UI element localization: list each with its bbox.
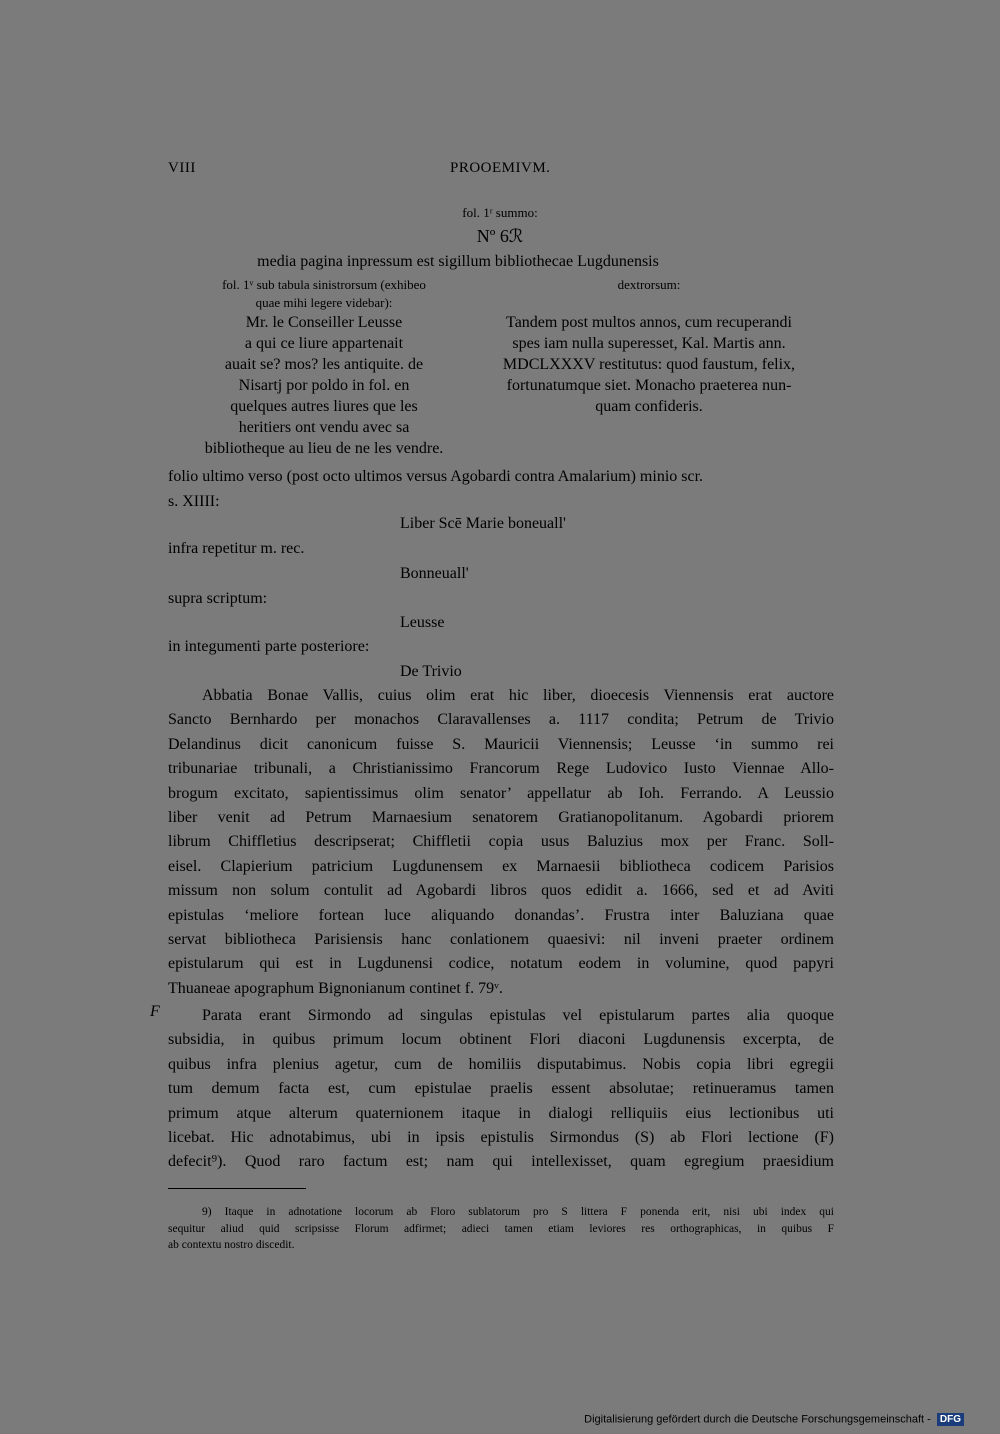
paragraph-line: missum non solum contulit ad Agobardi libros quos edidit a. 1666, sed et ad Aviti — [168, 882, 834, 900]
supra-note: supra scriptum: — [168, 590, 268, 607]
liber-note: Liber Scē Marie boneuall' — [400, 515, 566, 532]
paragraph-line: quibus infra plenius agetur, cum de homiliis disputabimus. Nobis copia libri egregii — [168, 1055, 834, 1073]
fol-number: Nº 6ℛ — [476, 226, 524, 246]
left-line: heritiers ont vendu avec sa — [238, 419, 410, 436]
right-heading: dextrorsum: — [617, 277, 681, 292]
paragraph-line: tum demum facta est, cum epistulae praelis essent absolutae; retinueramus tamen — [168, 1080, 834, 1098]
left-line: Mr. le Conseiller Leusse — [245, 314, 403, 331]
left-line: Nisartj por poldo in fol. en — [238, 377, 410, 394]
paragraph-line: servat bibliotheca Parisiensis hanc conlationem quaesivi: nil inveni praeter ordinem — [168, 931, 834, 949]
trivio-note: De Trivio — [400, 663, 462, 680]
seal-line: media pagina inpressum est sigillum bibliothecae Lugdunensis — [257, 253, 659, 270]
left-column — [168, 276, 480, 459]
leusse-note: Leusse — [400, 614, 445, 631]
paragraph-line: Abbatia Bonae Vallis, cuius olim erat hic liber, dioecesis Viennensis erat auctore — [202, 687, 834, 704]
paragraph-line: librum Chiffletius descripserat; Chiffletii copia usus Baluzius mox per Franc. Soll- — [168, 833, 834, 851]
paragraph-line: Sancto Bernhardo per monachos Claravallenses a. 1117 condita; Petrum de Trivio — [168, 711, 834, 729]
footer-text: Digitalisierung gefördert durch die Deutsche Forschungsgemeinschaft - — [584, 1413, 931, 1426]
paragraph-line: brogum excitato, sapientissimus olim senator’ appellatur ab Ioh. Ferrando. A Leussio — [168, 784, 834, 802]
right-line: spes iam nulla superesset, Kal. Martis ann. — [512, 335, 786, 352]
left-line: auait se? mos? les antiquite. de — [224, 356, 424, 373]
paragraph-line: eisel. Clapierium patricium Lugdunensem ex Marnaesii bibliotheca codicem Parisios — [168, 857, 834, 875]
paragraph-1 — [168, 684, 834, 1001]
paragraph-line: tribunariae tribunali, a Christianissimo Francorum Rege Ludovico Iusto Viennae Allo- — [168, 760, 834, 778]
page-number: VIII — [168, 160, 196, 176]
paragraph-line: Thuaneae apographum Bignonianum continet f. 79ᵛ. — [168, 979, 503, 997]
footnote — [168, 1204, 834, 1254]
right-line: fortunatumque siet. Monacho praeterea nun- — [506, 377, 792, 394]
paragraph-line: liber venit ad Petrum Marnaesium senatorem Gratianopolitanum. Agobardi priorem — [168, 809, 834, 827]
paragraph-line: licebat. Hic adnotabimus, ubi in ipsis epistulis Sirmondus (S) ab Flori lectione (F) — [168, 1129, 834, 1147]
paragraph-line: epistulas ‘meliore fortean luce aliquando donandas’. Frustra inter Baluziana quae — [168, 906, 834, 924]
digitization-footer — [584, 1413, 964, 1426]
infra-note: infra repetitur m. rec. — [168, 540, 305, 557]
fol-top-label: fol. 1ʳ summo: — [462, 205, 538, 220]
bonneuall-note: Bonneuall' — [400, 565, 469, 582]
dfg-logo-icon: DFG — [937, 1413, 964, 1426]
folio-ultimo-line-1: folio ultimo verso (post octo ultimos versus Agobardi contra Amalarium) minio scr. — [168, 468, 704, 485]
right-column — [470, 276, 828, 417]
paragraph-line: Parata erant Sirmondo ad singulas epistulas vel epistularum partes alia quoque — [202, 1007, 834, 1024]
integumenti-note: in integumenti parte posteriore: — [168, 638, 370, 655]
paragraph-line: epistularum qui est in Lugdunensi codice, notatum eodem in volumine, quod papyri — [168, 955, 834, 973]
left-heading-2: quae mihi legere videbar): — [255, 295, 393, 310]
footnote-line: 9) Itaque in adnotatione locorum ab Floro sublatorum pro S littera F ponenda erit, nisi ubi index qui — [202, 1206, 834, 1218]
paragraph-line: subsidia, in quibus primum locum obtinent Flori diaconi Lugdunensis excerpta, de — [168, 1031, 834, 1049]
footnote-line: sequitur aliud quid scripsisse Florum adfirmet; adieci tamen etiam leviores res orthographicas, in quibus F — [168, 1222, 834, 1235]
paragraph-line: defecit⁹). Quod raro factum est; nam qui intellexisset, quam egregium praesidium — [168, 1153, 834, 1171]
folio-ultimo-line-2: s. XIIII: — [168, 493, 220, 510]
left-heading-1: fol. 1ᵛ sub tabula sinistrorsum (exhibeo — [222, 277, 426, 292]
paragraph-line: primum atque alterum quaternionem itaque in dialogi relliquiis eius lectionibus uti — [168, 1104, 834, 1122]
left-line: a qui ce liure appartenait — [244, 335, 404, 352]
left-line: bibliotheque au lieu de ne les vendre. — [204, 440, 444, 457]
left-line: quelques autres liures que les — [230, 398, 418, 415]
running-title: PROOEMIVM. — [450, 160, 551, 176]
paragraph-2 — [168, 1004, 834, 1175]
margin-letter: F — [150, 1003, 160, 1020]
right-line: Tandem post multos annos, cum recuperandi — [506, 314, 792, 331]
right-line: quam confideris. — [595, 398, 703, 415]
footnote-rule — [168, 1188, 306, 1189]
footnote-line: ab contextu nostro discedit. — [168, 1239, 295, 1251]
right-line: MDCLXXXV restitutus: quod faustum, felix, — [502, 356, 796, 373]
paragraph-line: Delandinus dicit canonicum fuisse S. Mauricii Viennensis; Leusse ‘in summo rei — [168, 735, 834, 753]
